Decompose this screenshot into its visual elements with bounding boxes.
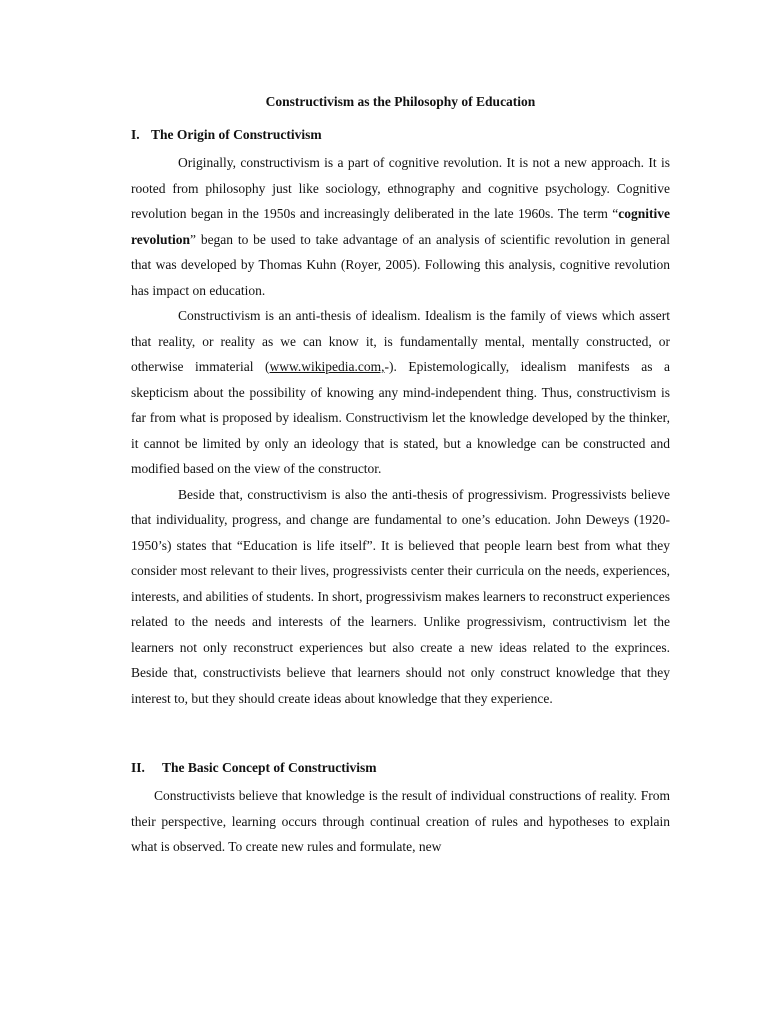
paragraph-text: -). Epistemologically, idealism manifests as a skepticism about the possibility of knowing any mind-independent thing. Thus, constructivism is far from what is proposed by idealism. Constructivism let the knowledge developed by the thinker, it cannot be limited by only an ideology that is stated, but a knowledge can be constructed and modified based on the view of the constructor. [131,359,670,476]
paragraph-text: ” began to be used to take advantage of an analysis of scientific revolution in general that was developed by Thomas Kuhn (Royer, 2005). Following this analysis, cognitive revolution has impact on education. [131,231,670,298]
paragraph-text: Constructivism is an anti-thesis of idealism. Idealism is the family of views which assert that reality, or reality as we can know it, is fundamentally mental, mentally constructed, or otherwise immaterial ( [131,308,670,374]
paragraph-basic-concept-1: Constructivists believe that knowledge is the result of individual constructions of reality. From their perspective, learning occurs through continual creation of rules and hypotheses to explain what is observed. To create new rules and formulate, new [131,788,670,854]
section-heading-origin [131,125,670,145]
section-number: II. [131,760,145,775]
document-body [131,92,670,860]
section-spacer [131,711,670,758]
paragraph-origin-2 [131,303,670,482]
section-heading-text: The Origin of Constructivism [151,127,322,142]
section-heading-text: The Basic Concept of Constructivism [162,760,377,775]
section-number: I. [131,127,140,142]
wikipedia-link[interactable]: www.wikipedia.com, [269,359,385,374]
paragraph-text: Originally, constructivism is a part of cognitive revolution. It is not a new approach. It is rooted from philosophy just like sociology, ethnography and cognitive psychology. Cognitive revolution began in the 1950s and increasingly deliberated in the late 1960s. The term “ [131,155,670,221]
section-heading-basic-concept [131,758,670,778]
bold-term: cognitive revolution [131,206,670,247]
document-title: Constructivism as the Philosophy of Education [265,94,536,109]
paragraph-origin-1 [131,150,670,303]
paragraph-origin-3: Beside that, constructivism is also the anti-thesis of progressivism. Progressivists believe that individuality, progress, and change are fundamental to one’s education. John Deweys (1920-1950’s) states that “Education is life itself”. It is believed that people learn best from what they consider most relevant to their lives, progressivists center their curricula on the needs, experiences, interests, and abilities of students. In short, progressivism makes learners to reconstruct experiences related to the needs and interests of the learners. Unlike progressivism, contructivism let the learners not only reconstruct experiences but also create a new ideas related to the exprinces. Beside that, constructivists believe that learners should not only construct knowledge that they interest to, but they should create ideas about knowledge that they experience. [131,486,670,706]
